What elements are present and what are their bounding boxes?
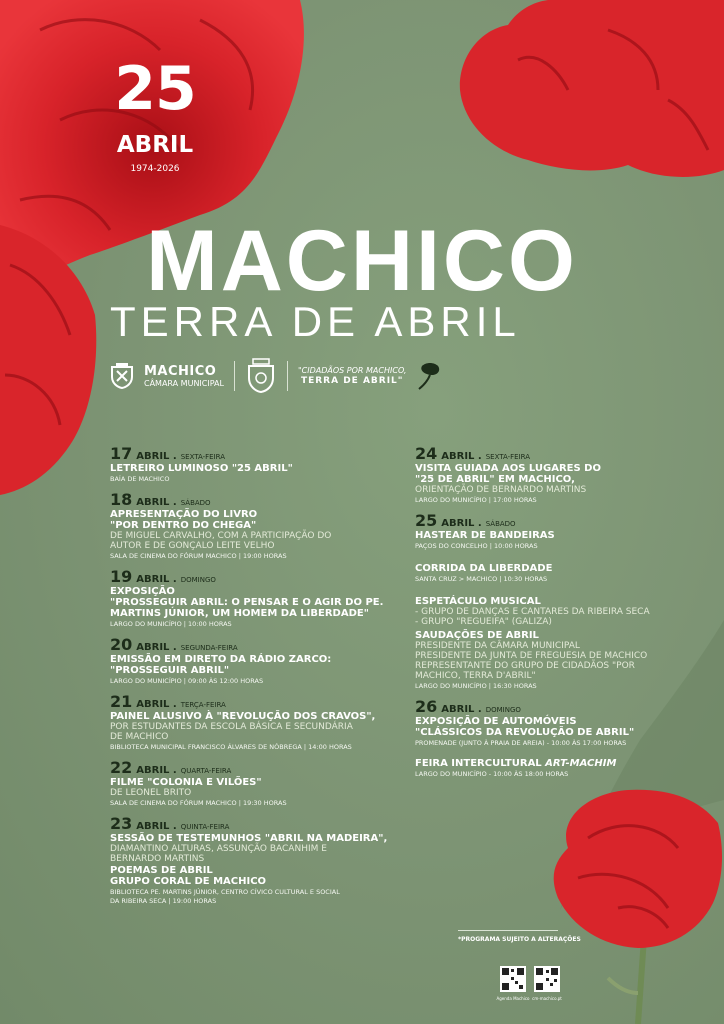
event-weekday: QUINTA-FEIRA [180, 823, 230, 831]
event-month: ABRIL . [441, 704, 482, 715]
event-day: 24 [415, 444, 438, 463]
event-description: - GRUPO DE DANÇAS E CANTARES DA RIBEIRA SECA - GRUPO "REGUEIFA" (GALIZA) [415, 607, 650, 627]
event-venue: SALA DE CINEMA DO FÓRUM MACHICO | 19:00 HORAS [110, 552, 287, 560]
event-title: SESSÃO DE TESTEMUNHOS "ABRIL NA MADEIRA", [110, 833, 388, 844]
page-subtitle: TERRA DE ABRIL [110, 298, 521, 345]
event-month: ABRIL . [441, 518, 482, 529]
event-23 [110, 814, 400, 906]
event-day: 21 [110, 692, 133, 711]
event-month: ABRIL . [136, 821, 177, 832]
event-weekday: TERÇA-FEIRA [180, 701, 226, 709]
qr-code-agenda-icon [500, 966, 526, 992]
parish-crest-icon [245, 358, 277, 394]
event-20 [110, 635, 400, 686]
event-extra-title: POEMAS DE ABRIL GRUPO CORAL DE MACHICO [110, 865, 267, 887]
event-venue: LARGO DO MUNICÍPIO - 10:00 ÀS 18:00 HORAS [415, 770, 569, 778]
event-title: APRESENTAÇÃO DO LIVRO "POR DENTRO DO CHEGA" [110, 509, 258, 531]
event-description: POR ESTUDANTES DA ESCOLA BÁSICA E SECUNDÁRIA DE MACHICO [110, 722, 353, 742]
event-weekday: SÁBADO [180, 499, 211, 507]
event-month: ABRIL . [136, 574, 177, 585]
carnation-bottom-right-image [548, 788, 724, 1024]
event-venue: BIBLIOTECA PE. MARTINS JÚNIOR, CENTRO CÍVICO CULTURAL E SOCIAL DA RIBEIRA SECA | 19:00 HORAS [110, 888, 340, 905]
event-25-item-greetings [415, 630, 705, 691]
event-day: 25 [415, 511, 438, 530]
logos-row [110, 356, 442, 396]
citizens-group-logo [298, 366, 406, 386]
event-title: VISITA GUIADA AOS LUGARES DO "25 DE ABRIL" EM MACHICO, [415, 463, 601, 485]
event-month: ABRIL . [136, 497, 177, 508]
event-day: 22 [110, 758, 133, 777]
anniversary-month: ABRIL [116, 132, 194, 158]
event-venue: LARGO DO MUNICÍPIO | 10:00 HORAS [110, 620, 232, 628]
event-25 [415, 511, 705, 691]
fair-title-italic: ART-MACHIM [545, 758, 617, 769]
event-weekday: DOMINGO [180, 576, 216, 584]
event-day: 20 [110, 635, 133, 654]
event-month: ABRIL . [136, 451, 177, 462]
carnation-top-right-image [458, 0, 724, 185]
event-venue: LARGO DO MUNICÍPIO | 16:30 HORAS [415, 682, 537, 690]
event-description: PRESIDENTE DA CÂMARA MUNICIPAL PRESIDENTE DA JUNTA DE FREGUESIA DE MACHICO REPRESENTANTE DO GRUPO DE CIDADÃOS "POR MACHICO, TERRA D'ABRIL" [415, 641, 648, 681]
event-17 [110, 444, 400, 484]
citizens-group-line2: TERRA DE ABRIL" [300, 376, 404, 386]
event-title: ESPETÁCULO MUSICAL [415, 596, 541, 607]
event-month: ABRIL . [136, 699, 177, 710]
event-description: DE MIGUEL CARVALHO, COM A PARTICIPAÇÃO DO AUTOR E DE GONÇALO LEITE VELHO [110, 531, 332, 551]
event-day: 18 [110, 490, 133, 509]
anniversary-number: 25 [114, 54, 196, 124]
event-25-item-music [415, 596, 705, 627]
qr-label-website: cm-machico.pt [532, 996, 562, 1001]
municipality-sub: CÂMARA MUNICIPAL [144, 379, 224, 388]
event-26-item-fair [415, 758, 705, 779]
event-26 [415, 697, 705, 779]
event-title: EXPOSIÇÃO "PROSSEGUIR ABRIL: O PENSAR E O AGIR DO PE. MARTINS JÚNIOR, UM HOMEM DA LIBERDADE" [110, 586, 384, 619]
event-22 [110, 758, 400, 808]
event-18 [110, 490, 400, 561]
event-day: 26 [415, 697, 438, 716]
event-venue: PAÇOS DO CONCELHO | 10:00 HORAS [415, 542, 538, 550]
event-day: 23 [110, 814, 133, 833]
event-title: EXPOSIÇÃO DE AUTOMÓVEIS "CLÁSSICOS DA REVOLUÇÃO DE ABRIL" [415, 716, 635, 738]
event-title: HASTEAR DE BANDEIRAS [415, 530, 555, 541]
municipality-name: MACHICO [144, 364, 217, 379]
event-day: 19 [110, 567, 133, 586]
event-month: ABRIL . [136, 765, 177, 776]
note-divider [458, 930, 558, 931]
event-24 [415, 444, 705, 505]
event-description: DIAMANTINO ALTURAS, ASSUNÇÃO BACANHIM E BERNARDO MARTINS [110, 844, 327, 864]
event-day: 17 [110, 444, 133, 463]
event-venue: BAÍA DE MACHICO [110, 475, 170, 483]
event-title: SAUDAÇÕES DE ABRIL [415, 630, 539, 641]
event-venue: SALA DE CINEMA DO FÓRUM MACHICO | 19:30 HORAS [110, 799, 287, 807]
program-right-column [415, 444, 705, 785]
event-description: ORIENTAÇÃO DE BERNARDO MARTINS [415, 485, 587, 495]
qr-code-website-icon [534, 966, 560, 992]
citizens-group-line1: "CIDADÃOS POR MACHICO, [297, 366, 407, 375]
event-title: LETREIRO LUMINOSO "25 ABRIL" [110, 463, 293, 474]
event-weekday: QUARTA-FEIRA [180, 767, 232, 775]
logo-divider [234, 361, 235, 391]
anniversary-years: 1974-2026 [130, 164, 180, 174]
logo-divider-2 [287, 361, 288, 391]
event-title: FILME "COLONIA E VILÕES" [110, 777, 262, 788]
event-25-item-race [415, 563, 705, 584]
event-19 [110, 567, 400, 629]
event-venue: SANTA CRUZ > MACHICO | 10:30 HORAS [415, 575, 548, 583]
event-21 [110, 692, 400, 752]
event-month: ABRIL . [441, 451, 482, 462]
event-title: CORRIDA DA LIBERDADE [415, 563, 553, 574]
event-description: DE LEONEL BRITO [110, 788, 192, 798]
event-venue: PROMENADE (JUNTO À PRAIA DE AREIA) - 10:00 ÀS 17:00 HORAS [415, 739, 627, 747]
event-title: EMISSÃO EM DIRETO DA RÁDIO ZARCO: "PROSSEGUIR ABRIL" [110, 654, 332, 676]
event-month: ABRIL . [136, 642, 177, 653]
page-title: MACHICO [146, 213, 578, 309]
carnation-icon [416, 362, 442, 390]
event-venue: LARGO DO MUNICÍPIO | 17:00 HORAS [415, 496, 537, 504]
machico-crest-icon [110, 363, 134, 389]
event-weekday: SEXTA-FEIRA [180, 453, 226, 461]
event-title: PAINEL ALUSIVO À "REVOLUÇÃO DOS CRAVOS", [110, 711, 376, 722]
event-weekday: SÁBADO [485, 520, 516, 528]
program-note: *PROGRAMA SUJEITO A ALTERAÇÕES [458, 936, 581, 943]
event-weekday: DOMINGO [485, 706, 521, 714]
event-venue: LARGO DO MUNICÍPIO | 09:00 ÀS 12:00 HORAS [110, 677, 264, 685]
event-weekday: SEGUNDA-FEIRA [180, 644, 238, 652]
fair-title: FEIRA INTERCULTURAL [415, 758, 546, 769]
event-weekday: SEXTA-FEIRA [485, 453, 531, 461]
qr-label-agenda: Agenda Machico [496, 996, 530, 1001]
event-venue: BIBLIOTECA MUNICIPAL FRANCISCO ÁLVARES DE NÓBREGA | 14:00 HORAS [110, 743, 352, 751]
program-left-column [110, 444, 400, 912]
municipality-logo-text [144, 364, 224, 388]
